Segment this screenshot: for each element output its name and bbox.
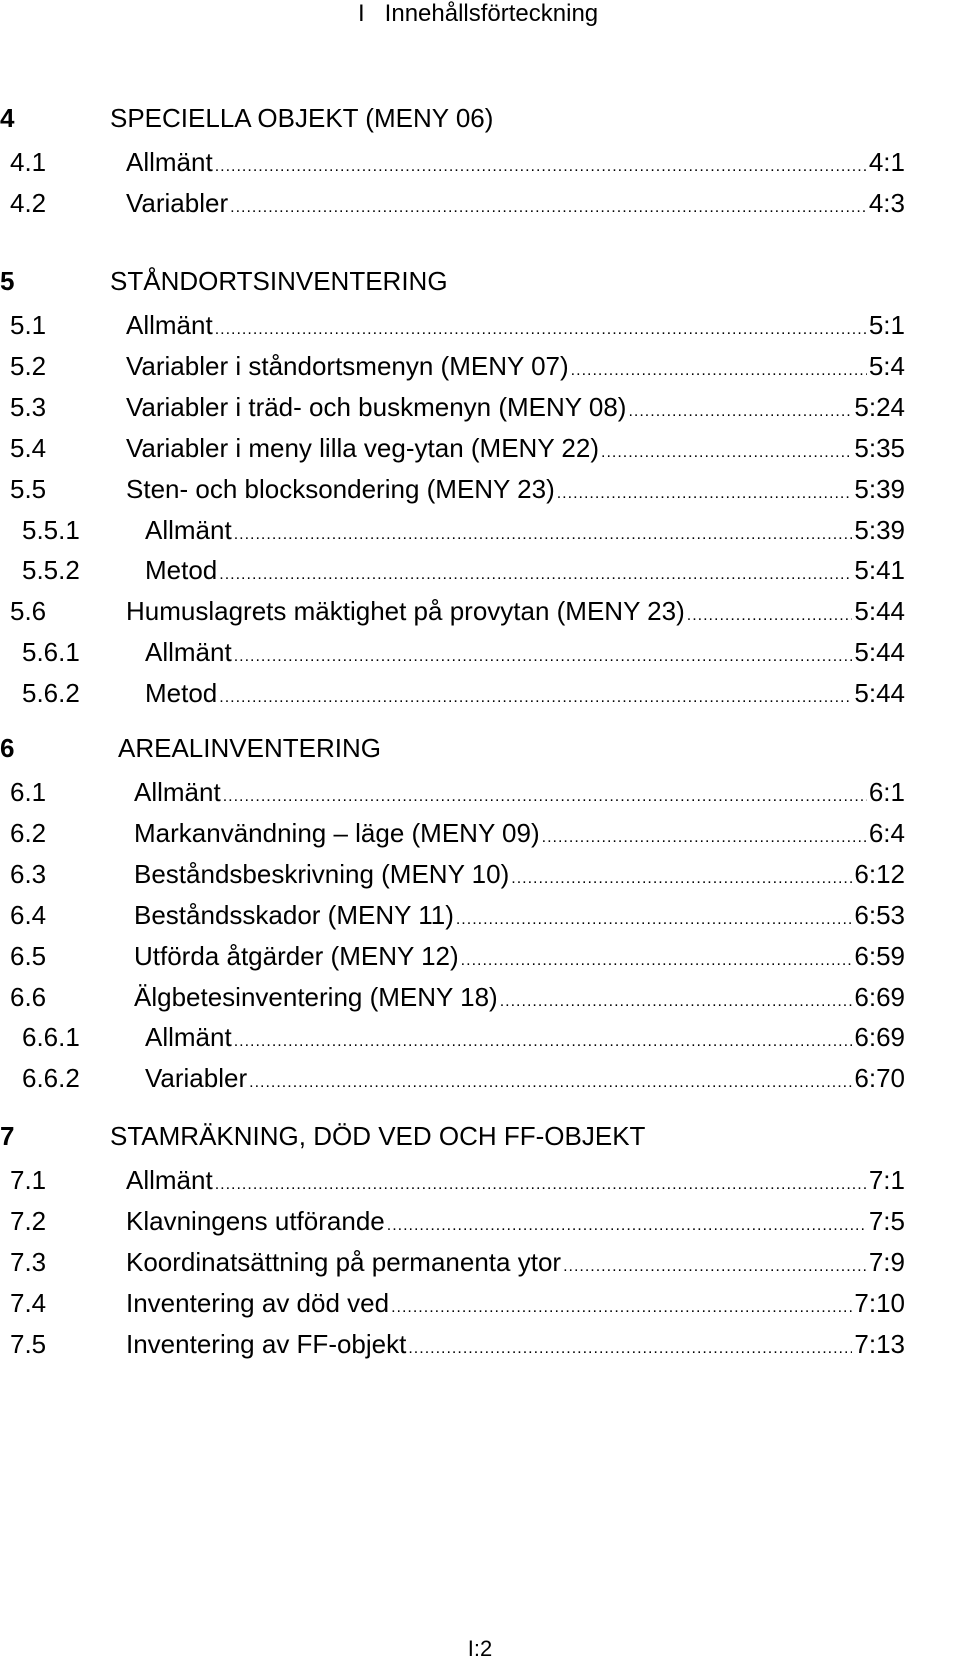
dot-leader <box>628 397 852 427</box>
chapter-number: 7 <box>0 1121 15 1151</box>
dot-leader <box>219 560 852 590</box>
entry-number: 7.3 <box>10 1246 47 1277</box>
entry-page-number: 7:9 <box>868 1246 905 1277</box>
entry-number: 5.4 <box>10 432 47 463</box>
dot-leader <box>215 1170 867 1200</box>
entry-title: Variabler <box>126 187 229 218</box>
dot-leader <box>234 642 853 672</box>
entry-title: Humuslagrets mäktighet på provytan (MENY 23) <box>126 596 685 627</box>
entry-number: 6.4 <box>10 899 47 930</box>
entry-title: Klavningens utförande <box>126 1205 385 1236</box>
entry-number: 7.4 <box>10 1287 47 1318</box>
entry-title: Beståndsskador (MENY 11) <box>134 899 454 930</box>
entry-title: Älgbetesinventering (MENY 18) <box>134 981 498 1012</box>
entry-number: 6.5 <box>10 940 47 971</box>
chapter-number: 4 <box>0 103 15 133</box>
dot-leader <box>456 905 853 935</box>
entry-number: 5.1 <box>10 310 47 340</box>
toc-entry[interactable] <box>10 432 905 463</box>
entry-page-number: 5:44 <box>854 678 905 709</box>
dot-leader <box>230 193 867 223</box>
toc-entry[interactable] <box>10 350 905 381</box>
dot-leader <box>461 946 853 976</box>
entry-title: Inventering av död ved <box>126 1287 390 1318</box>
entry-title: Utförda åtgärder (MENY 12) <box>134 940 459 971</box>
entry-number: 5.5 <box>10 473 47 504</box>
dot-leader <box>215 315 867 345</box>
entry-number: 5.2 <box>10 350 47 381</box>
entry-page-number: 4:1 <box>868 147 905 177</box>
entry-number: 7.2 <box>10 1205 47 1236</box>
toc-entry[interactable] <box>10 187 905 218</box>
entry-page-number: 6:70 <box>854 1063 905 1094</box>
entry-page-number: 5:1 <box>868 310 905 340</box>
entry-page-number: 6:59 <box>854 940 905 971</box>
toc-entry[interactable] <box>10 1328 905 1359</box>
entry-title: Variabler i träd- och buskmenyn (MENY 08) <box>126 391 627 422</box>
entry-page-number: 6:1 <box>868 777 905 807</box>
dot-leader <box>563 1252 867 1282</box>
dot-leader <box>219 683 852 713</box>
entry-number: 4.1 <box>10 147 47 177</box>
toc-entry[interactable] <box>10 1205 905 1236</box>
entry-page-number: 5:44 <box>854 596 905 627</box>
chapter-heading <box>0 733 960 763</box>
toc-entry[interactable] <box>10 1287 905 1318</box>
dot-leader <box>223 782 867 812</box>
dot-leader <box>391 1293 852 1323</box>
entry-page-number: 6:53 <box>854 899 905 930</box>
toc-entry[interactable] <box>10 777 905 807</box>
entry-page-number: 4:3 <box>868 187 905 218</box>
entry-page-number: 6:12 <box>854 858 905 889</box>
dot-leader <box>215 152 867 182</box>
entry-page-number: 7:13 <box>854 1328 905 1359</box>
dot-leader <box>249 1068 852 1098</box>
entry-number: 6.6 <box>10 981 47 1012</box>
entry-number: 6.1 <box>10 777 47 807</box>
entry-number: 5.6 <box>10 596 47 627</box>
toc-entry[interactable] <box>22 555 905 586</box>
entry-number: 5.5.2 <box>22 555 80 586</box>
entry-number: 6.3 <box>10 858 47 889</box>
entry-number: 6.6.1 <box>22 1022 80 1053</box>
entry-number: 7.5 <box>10 1328 47 1359</box>
chapter-heading <box>0 1121 960 1151</box>
chapter-title[interactable]: STAMRÄKNING, DÖD VED OCH FF-OBJEKT <box>110 1121 646 1151</box>
dot-leader <box>234 1027 853 1057</box>
entry-title: Variabler <box>145 1063 248 1094</box>
chapter-title[interactable]: AREALINVENTERING <box>118 733 381 763</box>
toc-entry[interactable] <box>22 637 905 668</box>
entry-number: 6.6.2 <box>22 1063 80 1094</box>
entry-title: Beståndsbeskrivning (MENY 10) <box>134 858 510 889</box>
toc-entry[interactable] <box>10 391 905 422</box>
entry-page-number: 5:24 <box>854 391 905 422</box>
entry-page-number: 7:5 <box>868 1205 905 1236</box>
entry-title: Metod <box>145 678 218 709</box>
toc-entry[interactable] <box>22 514 905 545</box>
dot-leader <box>687 601 853 631</box>
entry-title: Allmänt <box>126 310 213 340</box>
entry-number: 4.2 <box>10 187 47 218</box>
chapter-heading <box>0 103 960 133</box>
entry-number: 5.3 <box>10 391 47 422</box>
entry-title: Allmänt <box>126 1165 213 1195</box>
entry-title: Inventering av FF-objekt <box>126 1328 407 1359</box>
chapter-number: 5 <box>0 266 15 296</box>
toc-entry[interactable] <box>10 310 905 340</box>
dot-leader <box>542 823 867 853</box>
entry-page-number: 5:41 <box>854 555 905 586</box>
entry-title: Variabler i ståndortsmenyn (MENY 07) <box>126 350 569 381</box>
entry-page-number: 5:39 <box>854 514 905 545</box>
toc-entry[interactable] <box>10 981 905 1012</box>
dot-leader <box>408 1334 852 1364</box>
toc-entry[interactable] <box>22 1022 905 1053</box>
entry-page-number: 7:1 <box>868 1165 905 1195</box>
dot-leader <box>571 356 867 386</box>
toc-entry[interactable] <box>10 596 905 627</box>
entry-title: Allmänt <box>145 514 232 545</box>
dot-leader <box>500 987 853 1017</box>
entry-page-number: 5:4 <box>868 350 905 381</box>
dot-leader <box>511 864 852 894</box>
entry-title: Metod <box>145 555 218 586</box>
toc-entry[interactable] <box>22 1063 905 1094</box>
toc-entry[interactable] <box>10 1165 905 1195</box>
dot-leader <box>234 520 853 550</box>
entry-title: Sten- och blocksondering (MENY 23) <box>126 473 555 504</box>
entry-title: Allmänt <box>134 777 221 807</box>
entry-title: Allmänt <box>145 1022 232 1053</box>
toc-entry[interactable] <box>10 940 905 971</box>
page-number: I:2 <box>467 1636 493 1661</box>
entry-number: 6.2 <box>10 817 47 848</box>
toc-entry[interactable] <box>10 147 905 177</box>
entry-page-number: 5:39 <box>854 473 905 504</box>
entry-title: Allmänt <box>126 147 213 177</box>
dot-leader <box>601 438 852 468</box>
entry-page-number: 6:69 <box>854 1022 905 1053</box>
chapter-number: 6 <box>0 733 15 763</box>
entry-title: Koordinatsättning på permanenta ytor <box>126 1246 562 1277</box>
toc-entry[interactable] <box>22 678 905 709</box>
chapter-title[interactable]: SPECIELLA OBJEKT (MENY 06) <box>110 103 494 133</box>
toc-entry[interactable] <box>10 899 905 930</box>
entry-page-number: 5:44 <box>854 637 905 668</box>
entry-number: 7.1 <box>10 1165 47 1195</box>
entry-title: Markanvändning – läge (MENY 09) <box>134 817 540 848</box>
entry-page-number: 6:69 <box>854 981 905 1012</box>
toc-entry[interactable] <box>10 1246 905 1277</box>
dot-leader <box>557 479 853 509</box>
chapter-heading <box>0 266 960 296</box>
chapter-title[interactable]: STÅNDORTSINVENTERING <box>110 266 448 296</box>
toc-entry[interactable] <box>10 858 905 889</box>
entry-page-number: 7:10 <box>854 1287 905 1318</box>
entry-number: 5.5.1 <box>22 514 80 545</box>
dot-leader <box>387 1211 867 1241</box>
entry-page-number: 5:35 <box>854 432 905 463</box>
entry-number: 5.6.1 <box>22 637 80 668</box>
entry-title: Variabler i meny lilla veg-ytan (MENY 22) <box>126 432 599 463</box>
entry-title: Allmänt <box>145 637 232 668</box>
page-header: I Innehållsförteckning <box>358 0 599 27</box>
toc-entry[interactable] <box>10 817 905 848</box>
toc-entry[interactable] <box>10 473 905 504</box>
entry-number: 5.6.2 <box>22 678 80 709</box>
entry-page-number: 6:4 <box>868 817 905 848</box>
